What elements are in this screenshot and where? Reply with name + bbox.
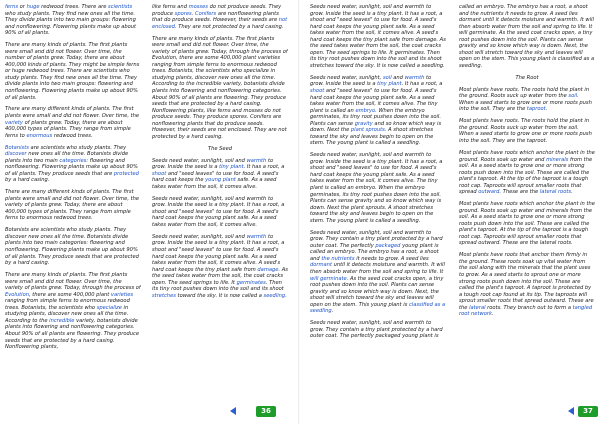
glossary-link[interactable]: categories xyxy=(59,157,87,164)
text-run: , there are some 400,000 plant xyxy=(28,291,111,298)
glossary-link[interactable]: minerals xyxy=(546,156,569,163)
text-run: or xyxy=(18,4,27,10)
glossary-link[interactable]: shoot xyxy=(310,87,325,94)
glossary-link[interactable]: germinates xyxy=(236,279,266,286)
text-run: variety, botanists divide plants into flowering and nonflowering categories. About 90% of all plants are flowering. They produce seeds that are protected by a hard casing. Nonflowering plants, xyxy=(5,317,140,351)
text-run: . These are the xyxy=(499,189,540,196)
glossary-link[interactable]: embryo xyxy=(355,107,376,114)
glossary-link[interactable]: not enclosed xyxy=(152,17,288,30)
glossary-link[interactable]: lateral roots xyxy=(539,189,572,196)
text-run: Seeds need water, sunlight, soil and warmth to grow. Inside the seed is a tiny plant. It has a root, a shoot and "seed leaves" to use for food. A seed's hard coat keeps the young plant safe. As a seed takes water from the soil, it comes alive. The tiny plant is called an embryo. When the embryo germinates, its tiny root pushes down into the soil. Plants can sense gravity and so know which way is down. Next the plant sprouts. A shoot stretches toward the sky and leaves begin to open on the stem. The young plant is called a seedling. xyxy=(310,152,443,224)
text-run: Seeds need water, sunlight, soil and warmth to grow. They contain a tiny plant protected by a hard outer coat. The perfectly packaged young plant is xyxy=(310,320,443,340)
paragraph xyxy=(5,42,141,101)
glossary-link[interactable]: warmth xyxy=(404,74,425,81)
text-run: . Then its tiny root pushes down into the soil and its shoot xyxy=(152,279,284,293)
glossary-link[interactable]: huge xyxy=(26,4,40,10)
paragraph xyxy=(459,150,595,196)
paragraph xyxy=(5,145,141,184)
text-run: There are many kinds of plants. The first plants were small and did not flower. Over time, the variety of plants grew. Today, through the process of Evolution, there are some 400,000 plant varieties ranging from simple ferns to enormous redwood trees. Botanists, the scientists who specialize in studying plants, discover new ones all the time. According to the incredible variety, botanists divide plants into flowering and nonflowering categories. About 90% of all plants are flowering. They produce seeds that are protected by a hard casing. Nonflowering plants, like ferns and mosses do not produce seeds. They produce spores. Conifers are nonflowering plants that do produce seeds. However, their seeds are not enclosed. They are not protected by a hard casing. xyxy=(152,35,288,140)
glossary-link[interactable]: tiny plant xyxy=(377,81,402,88)
text-run: of plants grew. Today, there are about 400,000 types of plants. They range from simple ferns to xyxy=(5,119,131,139)
paragraph xyxy=(5,189,141,222)
text-run: . xyxy=(545,106,548,113)
glossary-link[interactable]: variety xyxy=(5,119,23,126)
glossary-link[interactable]: shoot xyxy=(152,170,167,177)
glossary-link[interactable]: enormous xyxy=(26,132,53,139)
paragraph xyxy=(310,230,446,315)
text-run: . xyxy=(571,189,573,196)
text-run: : flowering and nonflowering. Flowering plants make up about 90% of all plants. They produce seeds that are xyxy=(5,157,138,177)
paragraph xyxy=(310,320,446,340)
paragraph xyxy=(310,75,446,147)
text-run: young plant is called an embryo. The embryo has a root, a shoot and xyxy=(310,242,439,262)
text-run: Seeds need water, sunlight, soil and warmth to grow. Inside the seed is a tiny plant. It has a root, a shoot and "seed leaves" to use for food. A seed's hard coat keeps the young plant safe. As a seed takes water from the soil, it comes alive. xyxy=(152,195,285,228)
text-run: ranging from simple ferns to enormous redwood trees. Botanists, the scientists who xyxy=(5,298,130,311)
paragraph xyxy=(310,4,446,69)
text-run: Seeds need water, sunlight, soil and xyxy=(152,157,247,164)
text-run: Most plants have roots which anchor the plant in the ground. Roots soak up water and xyxy=(459,149,595,163)
arrow-left-icon[interactable] xyxy=(568,407,574,415)
text-run: Seeds need water, sunlight, soil and warmth to grow. Inside the seed is a tiny plant. It has a root, a shoot and "seed leaves" to use for food. A seed's hard coat keeps the young plant safe. As a seed takes water from the soil, it comes alive. A seed's hard coat keeps the tiny plant safe from damage. As the seed takes water from the soil, the coat cracks open. The seed springs to life. It germinates. Then its tiny root pushes down into the soil and its shoot stretches toward the sky. It is now called a seedling. xyxy=(310,4,446,69)
glossary-link[interactable]: tangled root network xyxy=(459,304,593,318)
text-run: until it detects moisture and warmth. It will then absorb water from the soil and spring to life. It xyxy=(310,262,445,275)
glossary-link[interactable]: dormant xyxy=(310,262,332,269)
glossary-link[interactable]: young plant xyxy=(205,177,236,184)
text-run: to grow. Inside the seed is a xyxy=(152,157,274,171)
page-number-right: 37 xyxy=(578,406,598,417)
text-run: to grow. Inside the seed is a xyxy=(310,74,432,88)
paragraph xyxy=(459,118,595,144)
text-run: There are many kinds of plants. The first plants were small and did not flower. Over time, the variety of plants grew. Today, through the process of xyxy=(5,272,141,292)
paragraph xyxy=(152,36,288,141)
right-page-column-1 xyxy=(310,4,446,404)
paragraph xyxy=(5,272,141,351)
text-run: who study plants. They find new ones all the time. They divide plants into two main groups: flowering and nonflowering. Flowering plants make up about 90% of all plants. xyxy=(5,10,137,37)
glossary-link[interactable]: classified as a seedling xyxy=(310,301,446,315)
text-run: Seeds need water, sunlight, xyxy=(310,74,383,81)
right-page xyxy=(300,0,600,424)
text-run: toward the sky. It is now called a xyxy=(175,292,264,299)
text-run: by a hard casing. xyxy=(5,177,50,184)
glossary-link[interactable]: plant sprouts xyxy=(350,127,385,134)
text-run: Most plants have roots. The roots hold the plant in the ground. Roots suck up water from the xyxy=(459,86,590,100)
glossary-link[interactable]: outward xyxy=(478,189,500,196)
section-heading: The Seed xyxy=(207,145,233,152)
text-run: . xyxy=(331,308,334,315)
glossary-link[interactable]: taproot xyxy=(526,106,546,113)
glossary-link[interactable]: mosses xyxy=(188,4,208,10)
paragraph xyxy=(459,252,595,317)
glossary-link[interactable]: Evolution xyxy=(5,291,29,298)
paragraph xyxy=(5,106,141,139)
text-run: called an embryo. The embryo has a root, a shoot and the nutrients it needs to grow. A seed lies dormant until it detects moisture and warmth. It will then absorb water from the soil and spring to life. It will germinate. As the seed coat cracks open, a tiny root pushes down into the soil. Plants can sense gravity and so know which way is down. Next, the shoot will stretch toward the sky and leaves will open on the stem. This young plant is classified as a seedling. xyxy=(459,4,595,69)
text-run: roots. They branch out to form a xyxy=(485,304,573,311)
text-run: . xyxy=(491,311,494,318)
text-run: and "seed leaves" to use for food. A seed's hard coat keeps the young plant safe. As a seed takes water from the soil, it comes alive. The tiny plant is called an xyxy=(310,87,438,114)
glossary-link[interactable]: varieties xyxy=(110,291,134,298)
text-run: Botanists are scientists who study plants. They discover new ones all the time. Botanists divide plants into two main categories: flowering and nonflowering. Flowering plants make up about 90% of all plants. They produce seeds that are protected by a hard casing. xyxy=(5,227,139,267)
glossary-link[interactable]: the nutrients xyxy=(321,255,355,262)
text-run: safe. As a seed takes water from the soil, it comes alive. xyxy=(152,177,277,190)
paragraph xyxy=(459,201,595,247)
right-page-column-2 xyxy=(459,4,595,404)
text-run: new ones all the time. Botanists divide plants into two main xyxy=(5,151,129,164)
glossary-link[interactable]: protected xyxy=(113,170,139,177)
text-run: are scientists who study plants. They xyxy=(28,144,127,151)
text-run: . When the embryo germinates, its tiny root pushes down into the soil. Plants can sense xyxy=(310,107,441,127)
paragraph xyxy=(152,234,288,299)
text-run: Seeds need water, sunlight, soil and xyxy=(152,233,247,240)
text-run: . xyxy=(285,292,287,299)
glossary-link[interactable]: incredible xyxy=(49,317,75,324)
text-run: do not produce seeds. They produce xyxy=(152,4,282,17)
section-heading: The Root xyxy=(515,74,539,81)
text-run: Most plants have roots which anchor the plant in the ground. Roots soak up water and minerals from the soil. As a seed starts to grow one or more strong roots push down into the soil. These are called the plant's taproot. At the tip of the taproot is a tough root cap. Taproots will sprout smaller roots that spread outward. These are the lateral roots. xyxy=(459,201,595,247)
text-run: . It has a root, a xyxy=(401,81,443,88)
text-run: are nonflowering plants that do produce seeds. However, their seeds are xyxy=(152,10,279,24)
glossary-link[interactable]: warmth xyxy=(246,233,267,240)
text-run: There are many different kinds of plants. The first plants were small and did not flower. Over time, the variety of plants grew. Today, there are about 400,000 types of plants. They range from simple ferns to enormous redwood trees. xyxy=(5,189,140,222)
left-page-column-2 xyxy=(152,4,288,404)
text-run: and xyxy=(391,74,405,81)
page-number-left: 36 xyxy=(256,406,276,417)
glossary-link[interactable]: gravity xyxy=(354,120,373,127)
glossary-link[interactable]: soil xyxy=(382,74,392,81)
arrow-left-icon[interactable] xyxy=(230,407,236,415)
text-run: it needs to grow. A seed lies xyxy=(354,255,429,262)
glossary-link[interactable]: Conifers xyxy=(195,10,217,17)
paragraph xyxy=(459,87,595,113)
text-run: . As the seed takes water from the soil, the coat cracks open. The seed springs to life. It xyxy=(152,266,288,286)
glossary-link[interactable]: scientists xyxy=(108,4,133,10)
text-run: . It has a root, a xyxy=(243,164,285,171)
text-run: from the soil. As a seed starts to grow one or more strong roots push down into the soil. These are called the plant's taproot. At the tip of the taproot is a tough root cap. Taproots will sprout smaller roots that spread xyxy=(459,156,593,196)
text-run: to grow. Inside the seed is a tiny plant. It has a root, a shoot and "seed leaves" to use for food. A seed's hard coat keeps the young plant safe. As a seed takes water from the soil, it comes alive. A seed's hard coat keeps the tiny plant safe from xyxy=(152,233,285,273)
paragraph xyxy=(152,158,288,191)
paragraph xyxy=(5,4,141,37)
text-run: Most plants have roots. The roots hold the plant in the ground. Roots suck up water from the soil. When a seed starts to grow one or more roots push into the soil. They are the taproot. xyxy=(459,118,592,145)
paragraph xyxy=(310,152,446,224)
glossary-link[interactable]: tiny plant xyxy=(219,164,244,171)
glossary-link[interactable]: damage xyxy=(257,266,279,273)
glossary-link[interactable]: packaged xyxy=(375,242,401,249)
glossary-link[interactable]: ferns xyxy=(5,4,19,10)
text-run: . As the seed coat cracks open, a tiny root pushes down into the soil. Plants can sense gravity and so know which way is down. Next, the shoot will stretch toward the sky and leaves will open on the stem. This young plant is xyxy=(310,275,444,308)
glossary-link[interactable]: spores xyxy=(174,10,192,17)
paragraph xyxy=(5,227,141,266)
text-run: . When a seed starts to grow one or more roots push into the soil. They are the xyxy=(459,93,592,113)
text-run: Seeds need water, sunlight, soil and warmth to grow. They contain a tiny plant protected by a hard outer coat. The perfectly xyxy=(310,229,443,249)
paragraph xyxy=(152,196,288,229)
text-run: in studying plants, discover new ones all the time. According to the xyxy=(5,304,129,324)
text-run: redwood trees. There are xyxy=(39,4,109,10)
glossary-link[interactable]: stretches xyxy=(152,292,176,299)
text-run: There are many different kinds of plants. The first plants were small and did not flower. Over time, the xyxy=(5,106,140,119)
glossary-link[interactable]: specialize xyxy=(96,304,122,311)
text-run: . They are not protected by a hard casing. xyxy=(174,23,284,30)
glossary-link[interactable]: soil xyxy=(568,93,578,100)
paragraph xyxy=(459,4,595,69)
glossary-link[interactable]: Botanists xyxy=(5,144,29,151)
glossary-link[interactable]: will germinate xyxy=(310,275,347,282)
text-run: and so know which way is down. Next the xyxy=(310,120,442,134)
glossary-link[interactable]: seedling xyxy=(263,292,286,299)
glossary-link[interactable]: warmth xyxy=(246,157,267,164)
text-run: like ferns and xyxy=(152,4,189,10)
glossary-link[interactable]: discover xyxy=(5,151,27,158)
left-page-column-1 xyxy=(5,4,141,404)
paragraph xyxy=(152,4,288,30)
text-run: and "seed leaves" to use for food. A seed's hard coat keeps the xyxy=(152,170,279,184)
text-run: . A shoot stretches toward the sky and leaves begin to open on the stem. The young plant is called a seedling. xyxy=(310,127,434,147)
glossary-link[interactable]: lateral xyxy=(469,304,486,311)
text-run: Most plants have roots that anchor them firmly in the ground. These roots soak up vital water from the soil along with the minerals that the plant uses to grow. As a seed starts to sprout one or more strong roots push down into the soil. These are called the plant's taproot. A taproot is protected by a tough root cap found at its tip. The taproots will sprout smaller roots that spread outward. These are the xyxy=(459,252,594,311)
text-run: There are many kinds of plants. The first plants were small and did not flower. Over time, the number of plants grew. Today, there are about 400,000 kinds of plants. They might be simple ferns or huge redwood trees. There are scientists who study plants. They find new ones all the time. They divide plants into two main groups: flowering and nonflowering. Flowering plants make up about 90% of all plants. xyxy=(5,42,140,101)
text-run: . xyxy=(191,10,195,17)
text-run: redwood trees. xyxy=(52,132,93,139)
